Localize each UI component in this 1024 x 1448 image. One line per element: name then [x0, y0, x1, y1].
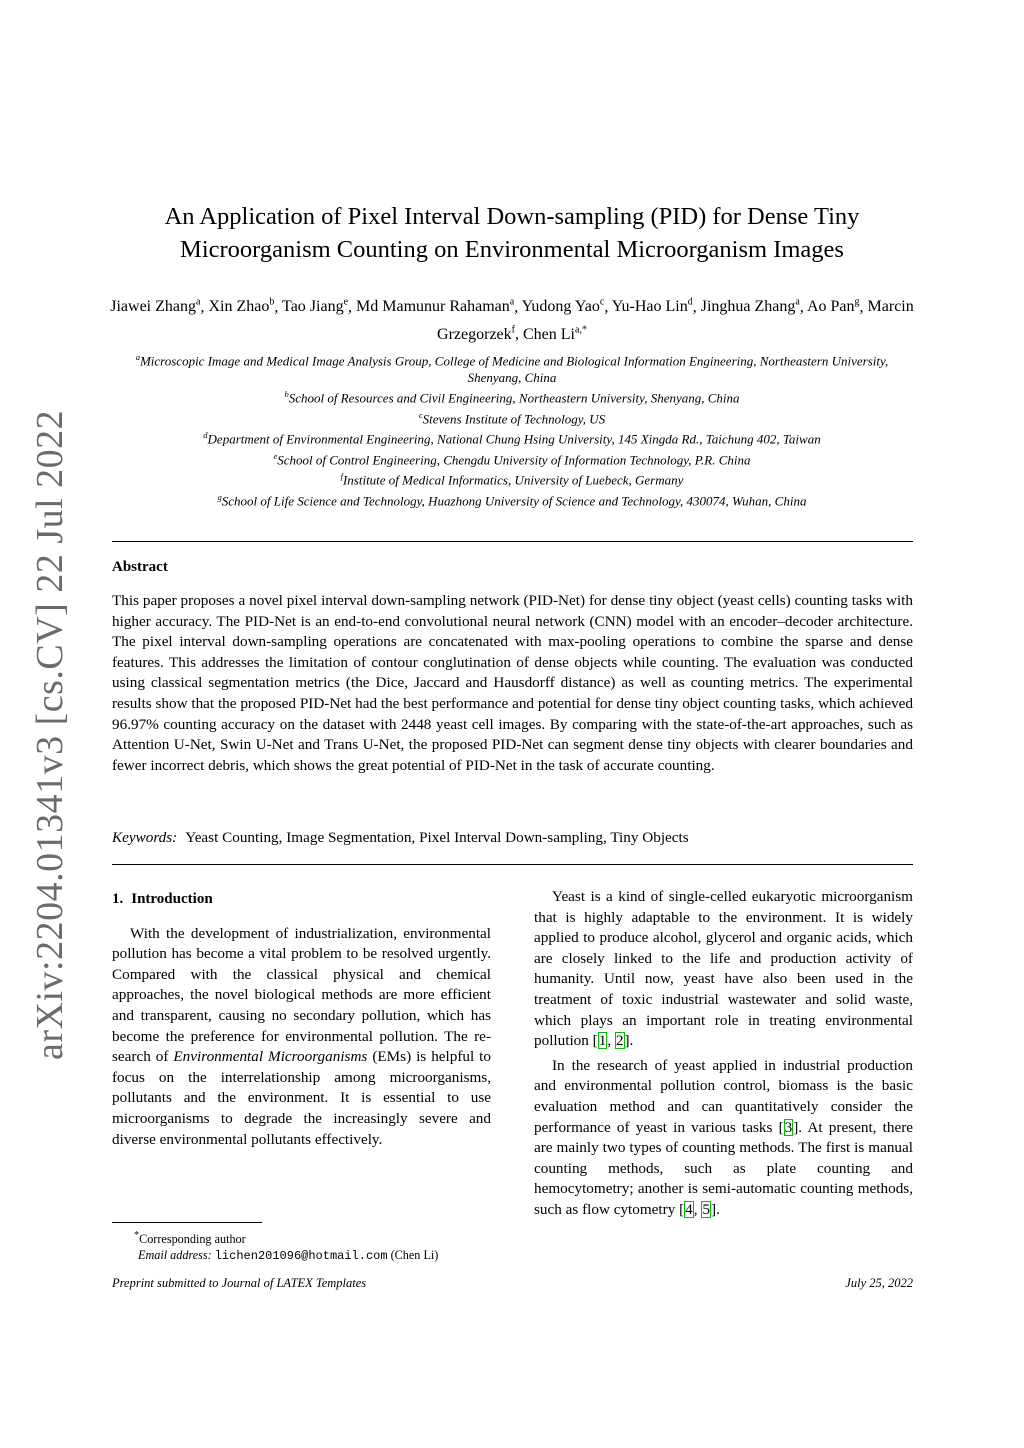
intro-paragraph-2: Yeast is a kind of single-celled eukaryotic microorganism that is highly adaptable to the environment. It is widely applied to produce alcohol, glycerol and organic acids, which are closely linked to the life and production activity of humanity. Until now, yeast have also been used in the treatment of toxic industrial wastewater and solid waste, which plays an important role in treating environmental pollution [1, 2].	[534, 888, 913, 1050]
author-affiliation-mark: b	[269, 297, 275, 308]
affiliation-mark: f	[340, 471, 343, 482]
author-affiliation-mark: a	[509, 297, 515, 308]
keywords-label: Keywords:	[112, 829, 178, 846]
footnote-mark: *	[134, 1230, 140, 1241]
section-title: Introduction	[131, 891, 213, 907]
arxiv-identifier-stamp[interactable]: arXiv:2204.01341v3 [cs.CV] 22 Jul 2022	[29, 409, 71, 1060]
author-affiliation-mark: g	[854, 297, 860, 308]
intro-p3-text-a: In the research of yeast applied in industrial production and environmental pollution control, biomass is the basic evaluation method and can quantitatively consider the performance of yeast in various tasks	[534, 1056, 913, 1136]
affiliation-item: $^b$School of Resources and Civil Engineering, Northeastern University, Shenyang, China	[284, 388, 740, 406]
email-note	[112, 1247, 492, 1264]
affiliation-item: $^e$School of Control Engineering, Chengdu University of Information Technology, P.R. China	[273, 450, 751, 468]
author-name: Yudong Yao$^c$	[521, 297, 605, 316]
affiliation-item: $^a$Microscopic Image and Medical Image Analysis Group, College of Medicine and Biological Information Engineering, Northeastern University, Shenyang, China	[135, 352, 889, 385]
affiliation-item: $^g$School of Life Science and Technology, Huazhong University of Science and Technology, 430074, Wuhan, China	[217, 492, 807, 509]
abstract-heading: Abstract	[112, 559, 168, 575]
affiliation-item: $^d$Department of Environmental Engineering, National Chung Hsing University, 145 Xingda Rd., Taichung 402, Taiwan	[203, 430, 821, 447]
affiliation-item: $^f$Institute of Medical Informatics, University of Luebeck, Germany	[340, 471, 684, 488]
author-name: Md Mamunur Rahaman$^a$	[356, 297, 515, 316]
citation-link[interactable]: 1	[598, 1032, 607, 1050]
left-column	[112, 889, 491, 1150]
citation-link[interactable]: 4	[685, 1200, 693, 1218]
author-name: Xin Zhao$^b$	[208, 297, 275, 316]
intro-paragraph-3: In the research of yeast applied in industrial production and environmental pollution control, biomass is the basic evaluation method and can quantitatively consider the performance of yeast in various tasks [3]. At present, there are mainly two types of counting methods. The first is manual counting methods, such as plate counting and hemocytometry; another is semi-automatic counting methods, such as flow cytometry [4, 5].	[534, 1056, 913, 1218]
citation-link[interactable]: 5	[702, 1200, 710, 1218]
affiliation-list	[112, 349, 912, 510]
keywords	[112, 828, 913, 848]
right-column	[534, 887, 913, 1221]
affiliation-mark: g	[217, 492, 222, 503]
author-affiliation-mark: a	[795, 297, 800, 308]
affiliation-mark: e	[273, 450, 278, 461]
email-label: Email address:	[138, 1248, 212, 1263]
author-affiliation-mark: e	[343, 297, 349, 308]
citation-link[interactable]: 3	[784, 1118, 793, 1136]
author-name: Jiawei Zhang$^a$	[110, 297, 201, 316]
author-name: Tao Jiang$^e$	[282, 297, 349, 316]
title-line-1: An Application of Pixel Interval Down-sampling (PID) for Dense Tiny	[164, 203, 860, 230]
intro-p1-emphasis: Environmental Microorganisms	[173, 1048, 368, 1066]
email-address-link[interactable]: lichen201096@hotmail.com	[214, 1249, 388, 1264]
intro-p1-text-a: With the development of industrialization, environmental pollution has become a vital problem to be resolved urgently. Compared with the classical physical and chemical approaches, the novel biological methods are more efficient and transparent, causing no secondary pollution, which has become the preference for environmental pollution. The research of	[112, 924, 491, 1066]
author-name: Marcin Grzegorzek$^f$	[437, 298, 914, 343]
intro-paragraph-1	[112, 924, 491, 1151]
affiliation-mark: c	[418, 409, 423, 420]
author-name: Jinghua Zhang$^a$	[700, 297, 800, 316]
author-name: Ao Pan$^g$	[806, 297, 860, 316]
section-heading	[112, 889, 491, 910]
affiliation-item: $^c$Stevens Institute of Technology, US	[418, 409, 606, 426]
title-line-2: Microorganism Counting on Environmental Microorganism Images	[180, 236, 844, 263]
author-affiliation-mark: d	[687, 297, 693, 308]
intro-p1-text-b: (EMs) is helpful to focus on the interrelationship among microorganisms, pollutants and the environment. It is essential to use microorganisms to degrade the increasingly severe and diverse environmental pollutants effectively.	[112, 1048, 491, 1148]
author-list: Jiawei Zhang$^a$, Xin Zhao$^b$, Tao Jiang$^e$, Md Mamunur Rahaman$^a$, Yudong Yao$^c$, Yu-Hao Lin$^d$, Jinghua Zhang$^a$, Ao Pan$^g$, Marcin Grzegorzek$^f$, Chen $Li^{a,*}$	[110, 297, 914, 343]
author-name: Chen $Li^{a,*}$	[523, 324, 587, 343]
footnote-rule	[112, 1222, 262, 1223]
abstract-top-rule	[112, 541, 913, 542]
affiliation-mark: d	[203, 430, 208, 441]
author-affiliation-mark: f	[511, 324, 515, 336]
affiliation-mark: b	[284, 388, 289, 399]
section-number: 1.	[112, 891, 124, 907]
paper-title	[110, 200, 914, 266]
corresponding-author-label: Corresponding author	[139, 1232, 246, 1247]
author-affiliation-mark: a,*	[575, 324, 587, 336]
author-name: Yu-Hao Lin$^d$	[611, 297, 693, 316]
footnote	[112, 1228, 492, 1264]
intro-p2-text: Yeast is a kind of single-celled eukaryotic microorganism that is highly adaptable to the environment. It is widely applied to produce alcohol, glycerol and organic acids, which are closely linked to the life and production activity of humanity. Until now, yeast have also been used in the treatment of toxic industrial wastewater and solid waste, which plays an important role in treating environmental pollution	[534, 888, 913, 1050]
abstract-bottom-rule	[112, 864, 913, 865]
email-owner: (Chen Li)	[390, 1248, 439, 1263]
keywords-text: Yeast Counting, Image Segmentation, Pixel Interval Down-sampling, Tiny Objects	[185, 829, 689, 846]
affiliation-mark: a	[135, 352, 140, 362]
intro-p3-text-b: . At present, there are mainly two types of counting methods. The first is manual counting methods, such as plate counting and hemocytometry; another is semi-automatic counting methods, such as flow cytometry	[534, 1118, 913, 1218]
author-affiliation-mark: c	[599, 297, 605, 308]
footer-journal: Preprint submitted to Journal of LATEX Templates	[112, 1276, 367, 1290]
author-affiliation-mark: a	[196, 297, 201, 308]
footer-date: July 25, 2022	[845, 1276, 913, 1290]
citation-link[interactable]: 2	[615, 1032, 624, 1050]
abstract-body: This paper proposes a novel pixel interval down-sampling network (PID-Net) for dense tiny object (yeast cells) counting tasks with higher accuracy. The PID-Net is an end-to-end convolutional neural network (CNN) model with an encoder–decoder architecture. The pixel interval down-sampling operations are concatenated with max-pooling operations to combine the sparse and dense features. This addresses the limitation of contour conglutination of dense objects while counting. The evaluation was conducted using classical segmentation metrics (the Dice, Jaccard and Hausdorff distance) as well as counting metrics. The experimental results show that the proposed PID-Net had the best performance and potential for dense tiny object counting tasks, which achieved 96.97% counting accuracy on the dataset with 2448 yeast cell images. By comparing with the state-of-the-art approaches, such as Attention U-Net, Swin U-Net and Trans U-Net, the proposed PID-Net can segment dense tiny objects with clearer boundaries and fewer incorrect debris, which shows the great potential of PID-Net in the task of accurate counting.	[112, 592, 913, 774]
corresponding-author-note	[112, 1228, 492, 1247]
